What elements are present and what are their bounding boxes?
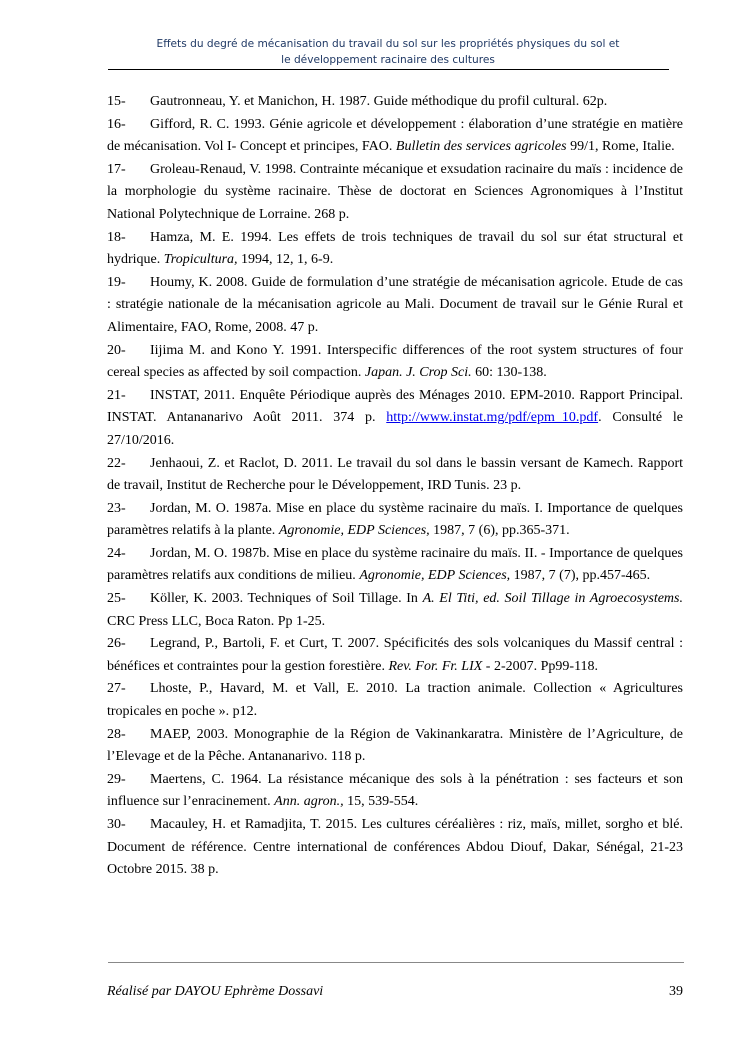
reference-text: INSTAT, 2011. Enquête Périodique auprès des Ménages 2010. EPM-2010. Rapport Principal. INSTAT. Antananarivo Août 2011. 374 p. [107, 387, 683, 426]
reference-item [107, 272, 683, 340]
reference-item [107, 385, 683, 453]
reference-text: Groleau-Renaud, V. 1998. Contrainte mécanique et exsudation racinaire du maïs : incidence de la morphologie du système racinaire. Thèse de doctorat en Sciences Agronomiques à l’Institut National Polytechnique de Lorraine. 268 p. [107, 161, 683, 222]
reference-number: 22- [107, 455, 126, 471]
reference-text-tail: CRC Press LLC, Boca Raton. Pp 1-25. [107, 613, 326, 629]
reference-text-tail: . Consulté le 27/10/2016. [107, 410, 683, 448]
reference-text-tail: 15, 539-554. [343, 794, 419, 810]
footer-divider [108, 962, 684, 963]
reference-item [107, 159, 683, 227]
reference-item [107, 724, 683, 769]
reference-number: 27- [107, 681, 126, 697]
reference-item [107, 91, 683, 114]
reference-text: Jordan, M. O. 1987a. Mise en place du système racinaire du maïs. I. Importance de quelques paramètres relatifs à la plante. [107, 500, 683, 539]
reference-text: Jenhaoui, Z. et Raclot, D. 2011. Le travail du sol dans le bassin versant de Kamech. Rapport de travail, Institut de Recherche pour le Développement, IRD Tunis. 23 p. [107, 455, 683, 494]
reference-item [107, 227, 683, 272]
reference-text: Macauley, H. et Ramadjita, T. 2015. Les cultures céréalières : riz, maïs, millet, sorgho et blé. Document de référence. Centre international de conférences Abdou Diouf, Dakar, Sénégal, 21-23 Octobre 2015. 38 p. [107, 817, 683, 878]
reference-number: 29- [107, 771, 126, 787]
reference-number: 15- [107, 94, 126, 109]
reference-text: Legrand, P., Bartoli, F. et Curt, T. 2007. Spécificités des sols volcaniques du Massif central : bénéfices et contraintes pour la gestion forestière. [107, 636, 683, 674]
reference-number: 23- [107, 500, 126, 516]
reference-text-tail: 1994, 12, 1, 6-9. [237, 252, 334, 268]
reference-text: Iijima M. and Kono Y. 1991. Interspecific differences of the root system structures of four cereal species as affected by soil compaction. [107, 342, 683, 381]
reference-text-tail: 1987, 7 (6), pp.365-371. [429, 523, 570, 539]
reference-journal: A. El Titi, ed. Soil Tillage in Agroecosystems. [422, 591, 683, 607]
page-number: 39 [669, 984, 683, 999]
reference-item [107, 453, 683, 498]
reference-list [107, 91, 683, 882]
reference-text: Gautronneau, Y. et Manichon, H. 1987. Guide méthodique du profil cultural. 62p. [150, 94, 608, 109]
reference-text: Lhoste, P., Havard, M. et Vall, E. 2010. La traction animale. Collection « Agricultures tropicales en poche ». p12. [107, 681, 683, 720]
reference-text: Köller, K. 2003. Techniques of Soil Tillage. In [150, 591, 423, 607]
reference-journal: Agronomie, EDP Sciences, [359, 568, 511, 584]
reference-text-tail: - 2-2007. Pp99-118. [482, 658, 599, 674]
reference-text: Gifford, R. C. 1993. Génie agricole et développement : élaboration d’une stratégie en matière de mécanisation. Vol I- Concept et principes, FAO. [107, 116, 683, 155]
reference-number: 17- [107, 161, 126, 177]
reference-number: 16- [107, 116, 126, 132]
reference-number: 30- [107, 817, 126, 832]
header-line-2: le développement racinaire des cultures [281, 54, 495, 66]
reference-number: 26- [107, 636, 126, 652]
reference-number: 28- [107, 726, 126, 742]
reference-number: 18- [107, 229, 126, 245]
reference-journal: Ann. agron., [274, 794, 344, 810]
reference-number: 21- [107, 387, 126, 403]
reference-number: 24- [107, 545, 126, 561]
reference-item [107, 114, 683, 159]
reference-journal: Bulletin des services agricoles [395, 139, 567, 155]
reference-item [107, 678, 683, 723]
reference-item [107, 588, 683, 633]
reference-item [107, 633, 683, 678]
reference-text: Houmy, K. 2008. Guide de formulation d’une stratégie de mécanisation agricole. Etude de cas : stratégie nationale de la mécanisation agricole au Mali. Document de travail sur le Génie Rural et Alimentaire, FAO, Rome, 2008. 47 p. [107, 274, 683, 335]
header-divider [108, 69, 669, 70]
reference-text-tail: 99/1, Rome, Italie. [566, 139, 675, 155]
reference-item [107, 498, 683, 543]
footer-author: Réalisé par DAYOU Ephrème Dossavi [107, 984, 324, 999]
reference-text: Hamza, M. E. 1994. Les effets de trois techniques de travail du sol sur état structural et hydrique. [107, 229, 683, 268]
reference-journal: Rev. For. Fr. LIX [388, 658, 483, 674]
reference-item [107, 769, 683, 814]
reference-number: 25- [107, 591, 126, 607]
reference-number: 20- [107, 342, 126, 358]
reference-number: 19- [107, 274, 126, 290]
reference-journal: Japan. J. Crop Sci. [364, 365, 472, 381]
reference-item [107, 543, 683, 588]
header-line-1: Effets du degré de mécanisation du travail du sol sur les propriétés physiques du sol et [156, 38, 620, 50]
reference-text: Jordan, M. O. 1987b. Mise en place du système racinaire du maïs. II. - Importance de quelques paramètres relatifs aux conditions de milieu. [107, 545, 683, 584]
reference-link[interactable]: http://www.instat.mg/pdf/epm_10.pdf [386, 410, 599, 426]
reference-text-tail: 1987, 7 (7), pp.457-465. [510, 568, 651, 584]
reference-text: MAEP, 2003. Monographie de la Région de Vakinankaratra. Ministère de l’Agriculture, de l’Elevage et de la Pêche. Antananarivo. 118 p. [107, 726, 683, 765]
running-header [108, 36, 668, 68]
reference-journal: Agronomie, EDP Sciences, [278, 523, 430, 539]
reference-text-tail: 60: 130-138. [471, 365, 547, 381]
reference-item [107, 340, 683, 385]
reference-journal: Tropicultura, [163, 252, 238, 268]
reference-item [107, 814, 683, 882]
reference-text: Maertens, C. 1964. La résistance mécanique des sols à la pénétration : ses facteurs et son influence sur l’enracinement. [107, 771, 683, 810]
